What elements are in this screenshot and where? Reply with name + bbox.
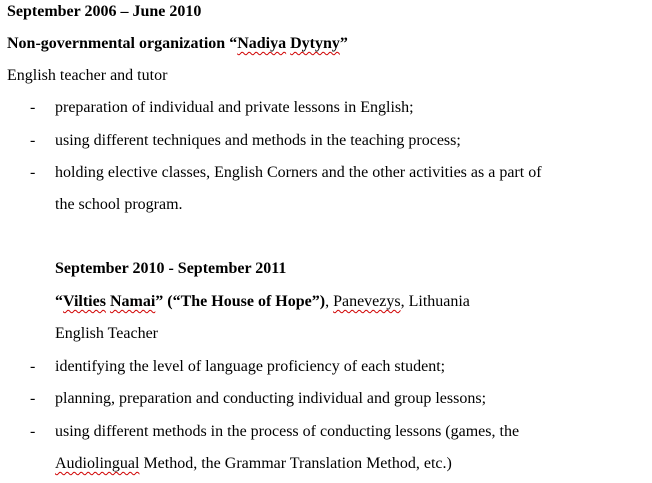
bullet-dash: - <box>30 164 36 181</box>
bullet-text: preparation of individual and private lessons in English; <box>55 99 414 116</box>
org-2-comma: , <box>325 293 334 310</box>
org-1-name-a: Nadiya <box>237 35 287 52</box>
bullet-2-3-continuation <box>55 454 452 474</box>
bullet-dash: - <box>30 99 36 116</box>
org-1-suffix: ” <box>339 35 348 52</box>
org-1-name-b: Dytyny <box>290 35 340 52</box>
bullet-dash: - <box>30 358 36 375</box>
period-2: September 2010 - September 2011 <box>55 260 287 277</box>
org-2-english-name: ” (“The House of Hope”) <box>155 293 326 310</box>
org-2-name-b: Namai <box>109 293 156 310</box>
bullet-text: using different methods in the process of conducting lessons (games, the <box>55 423 520 440</box>
org-2-city: Panevezys <box>333 293 401 310</box>
bullet-1-3-continuation: the school program. <box>55 196 183 213</box>
org-2-country: , Lithuania <box>400 293 470 310</box>
bullet-dash: - <box>30 390 36 407</box>
continuation-rest: Method, the Grammar Translation Method, etc.) <box>139 455 452 472</box>
continuation-wavy-word: Audiolingual <box>55 455 140 472</box>
organization-2 <box>55 292 470 312</box>
bullet-text: holding elective classes, English Corners and the other activities as a part of <box>55 164 542 181</box>
bullet-text: planning, preparation and conducting individual and group lessons; <box>55 390 487 407</box>
bullet-dash: - <box>30 423 36 440</box>
organization-1 <box>7 34 348 54</box>
org-2-name-a: Vilties <box>63 293 106 310</box>
bullet-text: using different techniques and methods in the teaching process; <box>55 132 461 149</box>
role-2: English Teacher <box>55 325 158 342</box>
period-1: September 2006 – June 2010 <box>7 3 202 20</box>
bullet-text: identifying the level of language proficiency of each student; <box>55 358 446 375</box>
org-1-prefix: Non-governmental organization “ <box>7 35 238 52</box>
org-2-open-quote: “ <box>55 293 63 310</box>
role-1: English teacher and tutor <box>7 67 168 84</box>
bullet-dash: - <box>30 132 36 149</box>
